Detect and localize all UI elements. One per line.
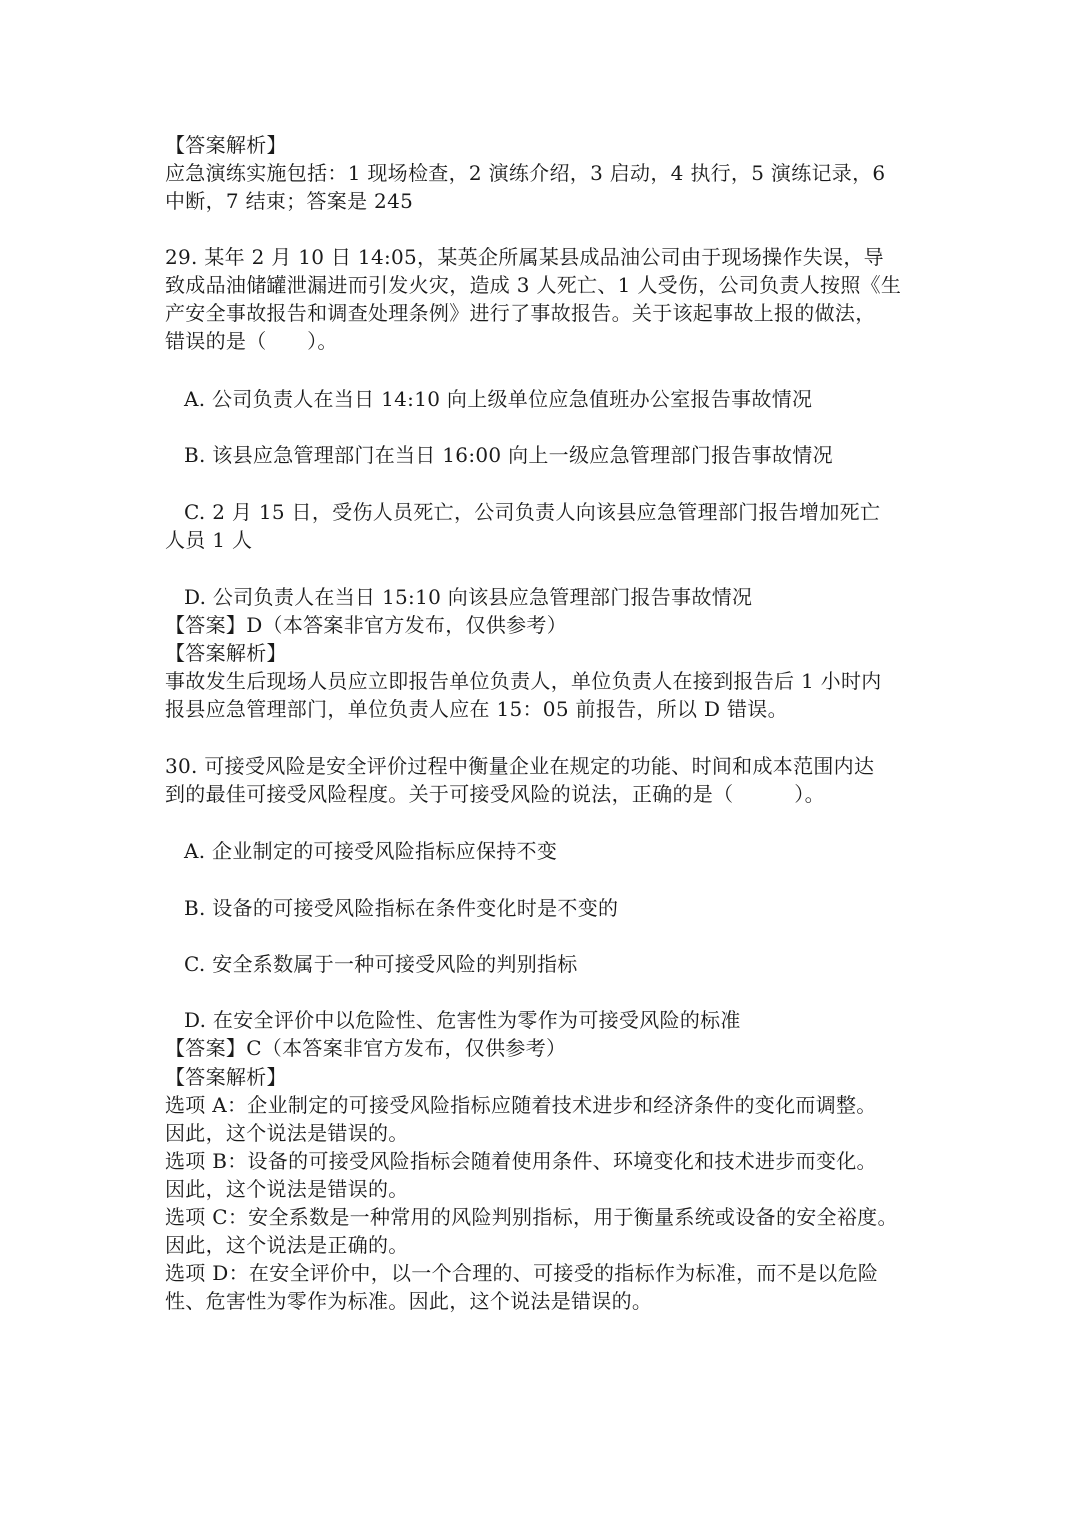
q29-stem-line: 产安全事故报告和调查处理条例》进行了事故报告。关于该起事故上报的做法，: [165, 301, 876, 325]
q30-stem-line: 30. 可接受风险是安全评价过程中衡量企业在规定的功能、时间和成本范围内达: [165, 754, 875, 778]
q30-stem-line: 到的最佳可接受风险程度。关于可接受风险的说法，正确的是（ ）。: [165, 782, 825, 806]
q30-option-a: A. 企业制定的可接受风险指标应保持不变: [184, 839, 558, 863]
q30-analysis-line: 选项 C：安全系数是一种常用的风险判别指标，用于衡量系统或设备的安全裕度。: [165, 1205, 898, 1229]
q30-analysis-line: 因此，这个说法是正确的。: [165, 1233, 409, 1257]
q30-option-d: D. 在安全评价中以危险性、危害性为零作为可接受风险的标准: [184, 1008, 741, 1032]
prev-analysis-line: 中断，7 结束；答案是 245: [165, 189, 414, 213]
q30-analysis-line: 性、危害性为零作为标准。因此，这个说法是错误的。: [165, 1289, 653, 1313]
q29-option-c: C. 2 月 15 日，受伤人员死亡，公司负责人向该县应急管理部门报告增加死亡: [184, 500, 881, 524]
q30-option-c: C. 安全系数属于一种可接受风险的判别指标: [184, 952, 578, 976]
q30-answer: 【答案】C（本答案非官方发布，仅供参考）: [165, 1036, 567, 1060]
q29-stem-line: 错误的是（ ）。: [165, 329, 338, 353]
q29-option-d: D. 公司负责人在当日 15:10 向该县应急管理部门报告事故情况: [184, 585, 753, 609]
q29-answer: 【答案】D（本答案非官方发布，仅供参考）: [165, 613, 568, 637]
q29-analysis-line: 报县应急管理部门，单位负责人应在 15：05 前报告，所以 D 错误。: [165, 697, 788, 721]
q29-stem-line: 致成品油储罐泄漏进而引发火灾，造成 3 人死亡、1 人受伤，公司负责人按照《生: [165, 273, 902, 297]
q29-analysis-line: 事故发生后现场人员应立即报告单位负责人，单位负责人在接到报告后 1 小时内: [165, 669, 882, 693]
q30-analysis-line: 选项 A：企业制定的可接受风险指标应随着技术进步和经济条件的变化而调整。: [165, 1093, 877, 1117]
q29-option-c-cont: 人员 1 人: [165, 528, 253, 552]
q30-analysis-line: 因此，这个说法是错误的。: [165, 1177, 409, 1201]
q30-option-b: B. 设备的可接受风险指标在条件变化时是不变的: [184, 896, 619, 920]
q30-analysis-line: 选项 B：设备的可接受风险指标会随着使用条件、环境变化和技术进步而变化。: [165, 1149, 877, 1173]
prev-analysis-heading: 【答案解析】: [165, 133, 287, 157]
q29-option-a: A. 公司负责人在当日 14:10 向上级单位应急值班办公室报告事故情况: [184, 387, 813, 411]
q29-analysis-heading: 【答案解析】: [165, 641, 287, 665]
q29-stem-line: 29. 某年 2 月 10 日 14:05，某英企所属某县成品油公司由于现场操作失误，导: [165, 245, 884, 269]
prev-analysis-line: 应急演练实施包括：1 现场检查，2 演练介绍，3 启动，4 执行，5 演练记录，6: [165, 161, 886, 185]
q29-option-b: B. 该县应急管理部门在当日 16:00 向上一级应急管理部门报告事故情况: [184, 443, 833, 467]
q30-analysis-line: 选项 D：在安全评价中，以一个合理的、可接受的指标作为标准，而不是以危险: [165, 1261, 879, 1285]
q30-analysis-heading: 【答案解析】: [165, 1065, 287, 1089]
q30-analysis-line: 因此，这个说法是错误的。: [165, 1121, 409, 1145]
